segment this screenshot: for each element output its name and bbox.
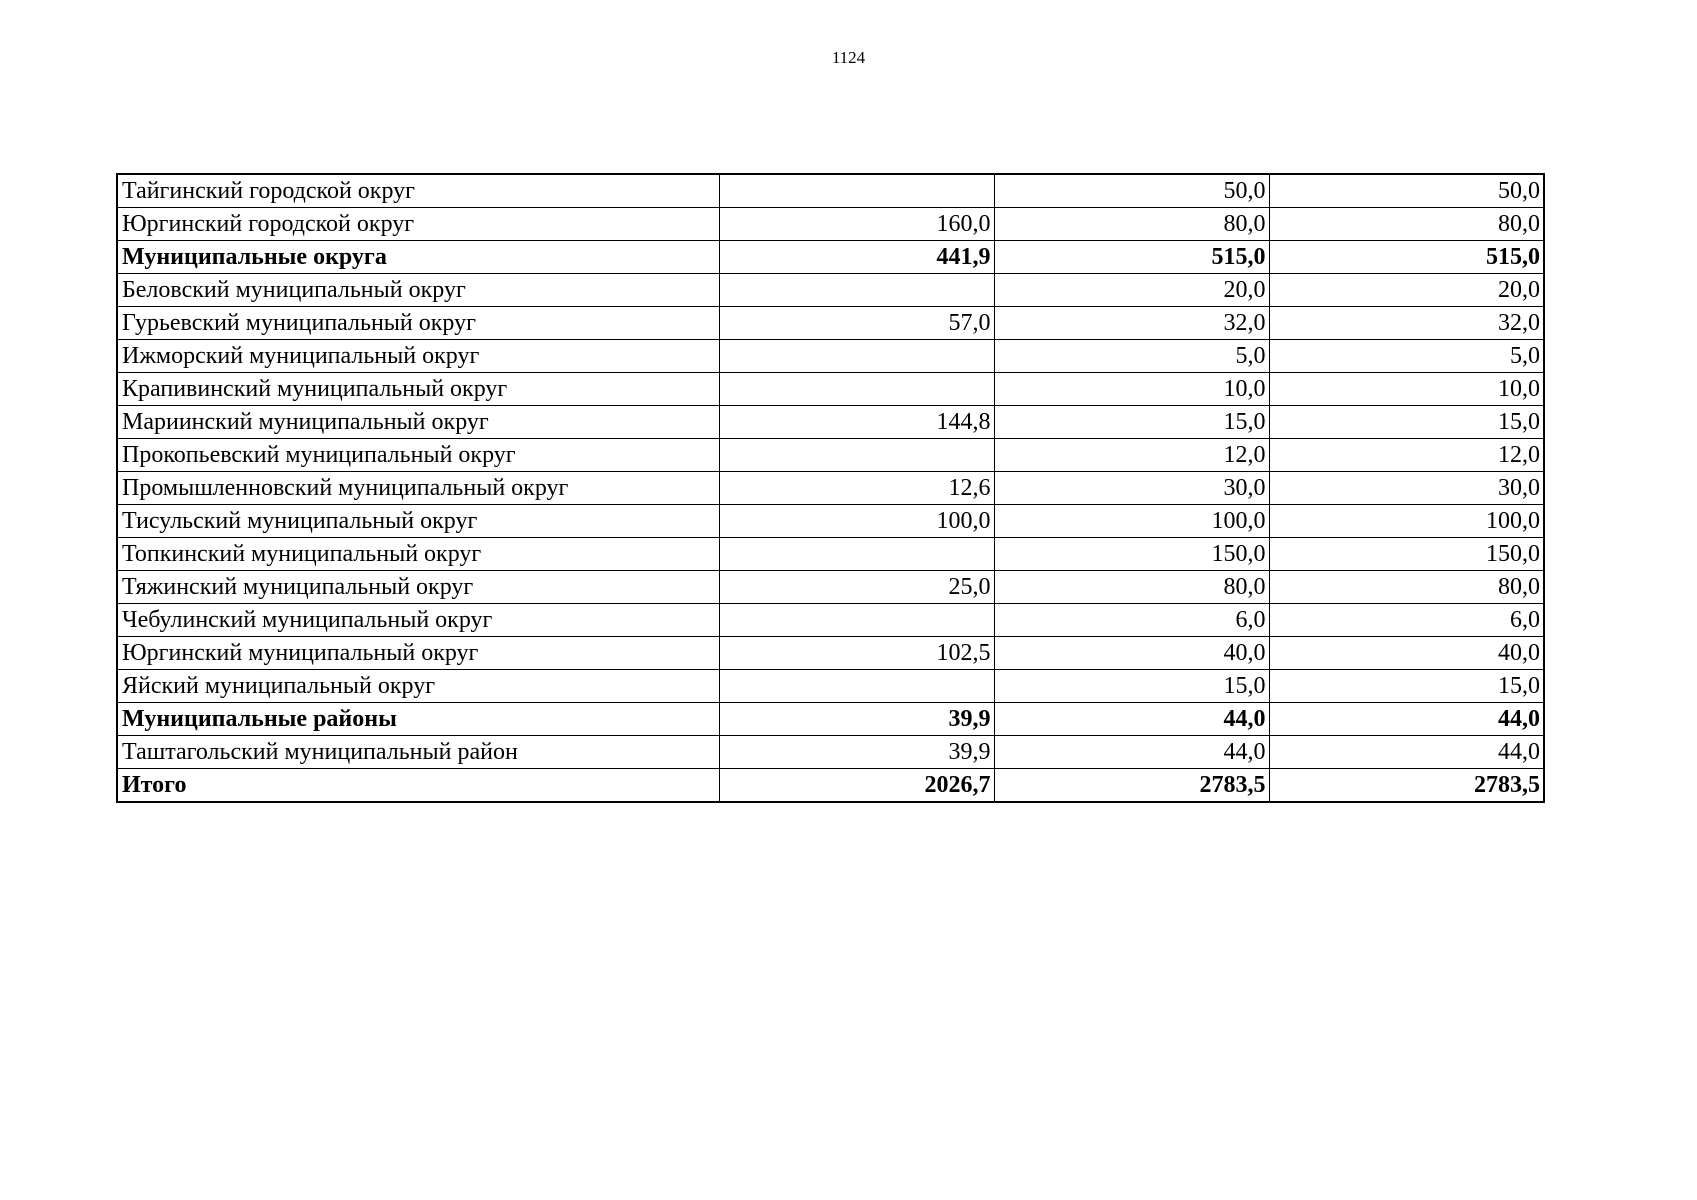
value-cell-3: 15,0	[1269, 406, 1544, 439]
value-cell-1: 102,5	[719, 637, 994, 670]
value-cell-2: 44,0	[994, 736, 1269, 769]
value-cell-2: 80,0	[994, 571, 1269, 604]
row-name-cell: Прокопьевский муниципальный округ	[117, 439, 719, 472]
value-cell-2: 515,0	[994, 241, 1269, 274]
value-cell-3: 10,0	[1269, 373, 1544, 406]
row-name-cell: Юргинский городской округ	[117, 208, 719, 241]
value-cell-1: 2026,7	[719, 769, 994, 803]
value-cell-2: 32,0	[994, 307, 1269, 340]
value-cell-2: 6,0	[994, 604, 1269, 637]
row-name-cell: Яйский муниципальный округ	[117, 670, 719, 703]
table-row	[117, 439, 1544, 472]
value-cell-2: 15,0	[994, 406, 1269, 439]
table-row	[117, 373, 1544, 406]
value-cell-1	[719, 604, 994, 637]
row-name-cell: Мариинский муниципальный округ	[117, 406, 719, 439]
value-cell-1	[719, 439, 994, 472]
value-cell-1: 441,9	[719, 241, 994, 274]
value-cell-2: 20,0	[994, 274, 1269, 307]
value-cell-1	[719, 538, 994, 571]
row-name-cell: Беловский муниципальный округ	[117, 274, 719, 307]
value-cell-2: 5,0	[994, 340, 1269, 373]
row-name-cell: Крапивинский муниципальный округ	[117, 373, 719, 406]
value-cell-2: 2783,5	[994, 769, 1269, 803]
page-number: 1124	[831, 48, 866, 67]
table-row	[117, 472, 1544, 505]
value-cell-1: 25,0	[719, 571, 994, 604]
value-cell-3: 12,0	[1269, 439, 1544, 472]
value-cell-2: 80,0	[994, 208, 1269, 241]
row-name-cell: Тяжинский муниципальный округ	[117, 571, 719, 604]
table-row	[117, 538, 1544, 571]
value-cell-3: 150,0	[1269, 538, 1544, 571]
value-cell-2: 100,0	[994, 505, 1269, 538]
value-cell-1: 160,0	[719, 208, 994, 241]
value-cell-2: 12,0	[994, 439, 1269, 472]
value-cell-2: 10,0	[994, 373, 1269, 406]
table-row	[117, 736, 1544, 769]
value-cell-3: 6,0	[1269, 604, 1544, 637]
table-row	[117, 241, 1544, 274]
value-cell-3: 50,0	[1269, 174, 1544, 208]
row-name-cell: Гурьевский муниципальный округ	[117, 307, 719, 340]
table-row	[117, 274, 1544, 307]
row-name-cell: Таштагольский муниципальный район	[117, 736, 719, 769]
value-cell-1: 57,0	[719, 307, 994, 340]
row-name-cell: Муниципальные округа	[117, 241, 719, 274]
value-cell-3: 44,0	[1269, 703, 1544, 736]
value-cell-3: 515,0	[1269, 241, 1544, 274]
value-cell-2: 44,0	[994, 703, 1269, 736]
value-cell-3: 100,0	[1269, 505, 1544, 538]
table-row	[117, 703, 1544, 736]
value-cell-2: 50,0	[994, 174, 1269, 208]
value-cell-3: 5,0	[1269, 340, 1544, 373]
value-cell-3: 30,0	[1269, 472, 1544, 505]
row-name-cell: Тайгинский городской округ	[117, 174, 719, 208]
value-cell-1	[719, 340, 994, 373]
row-name-cell: Чебулинский муниципальный округ	[117, 604, 719, 637]
table-row	[117, 604, 1544, 637]
value-cell-1: 100,0	[719, 505, 994, 538]
row-name-cell: Итого	[117, 769, 719, 803]
table-row	[117, 406, 1544, 439]
value-cell-3: 80,0	[1269, 571, 1544, 604]
budget-table	[116, 173, 1545, 803]
value-cell-2: 40,0	[994, 637, 1269, 670]
table-row	[117, 340, 1544, 373]
value-cell-3: 2783,5	[1269, 769, 1544, 803]
value-cell-3: 32,0	[1269, 307, 1544, 340]
value-cell-1: 39,9	[719, 736, 994, 769]
table-row	[117, 307, 1544, 340]
row-name-cell: Тисульский муниципальный округ	[117, 505, 719, 538]
value-cell-2: 15,0	[994, 670, 1269, 703]
value-cell-1	[719, 373, 994, 406]
table-row	[117, 571, 1544, 604]
table-body	[117, 174, 1544, 802]
value-cell-3: 80,0	[1269, 208, 1544, 241]
value-cell-1	[719, 670, 994, 703]
table-row	[117, 505, 1544, 538]
table-row	[117, 670, 1544, 703]
value-cell-3: 20,0	[1269, 274, 1544, 307]
row-name-cell: Муниципальные районы	[117, 703, 719, 736]
value-cell-2: 150,0	[994, 538, 1269, 571]
value-cell-1	[719, 174, 994, 208]
table-row	[117, 637, 1544, 670]
value-cell-1: 144,8	[719, 406, 994, 439]
value-cell-3: 44,0	[1269, 736, 1544, 769]
row-name-cell: Юргинский муниципальный округ	[117, 637, 719, 670]
value-cell-3: 15,0	[1269, 670, 1544, 703]
value-cell-1	[719, 274, 994, 307]
value-cell-3: 40,0	[1269, 637, 1544, 670]
table-row	[117, 174, 1544, 208]
row-name-cell: Топкинский муниципальный округ	[117, 538, 719, 571]
table-row	[117, 208, 1544, 241]
row-name-cell: Ижморский муниципальный округ	[117, 340, 719, 373]
row-name-cell: Промышленновский муниципальный округ	[117, 472, 719, 505]
value-cell-2: 30,0	[994, 472, 1269, 505]
table-row	[117, 769, 1544, 803]
value-cell-1: 39,9	[719, 703, 994, 736]
value-cell-1: 12,6	[719, 472, 994, 505]
